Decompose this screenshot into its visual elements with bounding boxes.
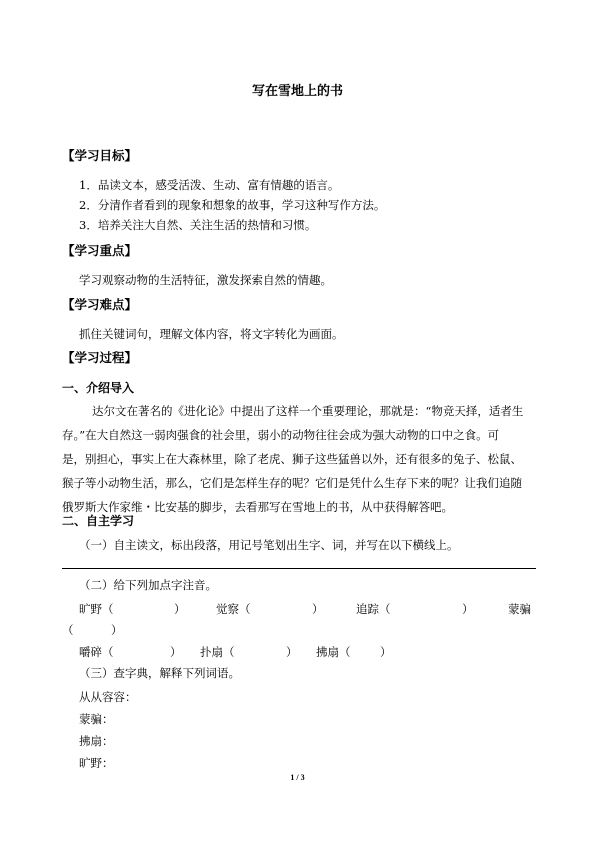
word-to-define: 旷野：: [79, 756, 114, 770]
pinyin-blank-close: ）: [380, 645, 392, 659]
question-3: （三）查字典，解释下列词语。: [79, 666, 240, 680]
intro-paragraph-line: 达尔文在著名的《进化论》中提出了这样一个重要理论，那就是：“物竞天择，适者生: [92, 404, 524, 418]
question-1: （一）自主读文，标出段落，用记号笔划出生字、词，并写在以下横线上。: [79, 538, 459, 552]
pinyin-blank-open: （: [62, 623, 74, 637]
goal-item: 3．培养关注大自然、关注生活的热情和习惯。: [79, 218, 317, 232]
section-heading-focus: 【学习重点】: [62, 243, 138, 258]
section-heading-difficulty: 【学习难点】: [62, 297, 138, 312]
part1-heading: 一、介绍导入: [62, 381, 135, 395]
goal-item: 1．品读文本，感受活泼、生动、富有情趣的语言。: [79, 178, 340, 192]
pinyin-word-kuangye: 旷野（: [79, 602, 114, 616]
intro-paragraph-line: 俄罗斯大作家维・比安基的脚步，去看那写在雪地上的书，从中获得解答吧。: [62, 500, 453, 514]
pinyin-word-zhuizong: 追踪（: [356, 602, 391, 616]
pinyin-word-jiaosui: 嚼碎（: [79, 645, 114, 659]
page-number: 1 / 3: [290, 773, 305, 782]
part2-heading: 二、自主学习: [62, 514, 135, 528]
section-heading-goals: 【学习目标】: [62, 148, 138, 163]
answer-line[interactable]: [62, 568, 536, 569]
section-heading-process: 【学习过程】: [62, 350, 138, 365]
focus-text: 学习观察动物的生活特征，激发探索自然的情趣。: [79, 273, 332, 287]
pinyin-blank-close: ）: [312, 602, 324, 616]
page-title: 写在雪地上的书: [251, 84, 343, 99]
pinyin-blank-close: ）: [174, 602, 186, 616]
pinyin-word-fushan: 拂扇（: [316, 645, 351, 659]
word-to-define: 拂扇：: [79, 734, 114, 748]
goal-item: 2．分清作者看到的现象和想象的故事，学习这种写作方法。: [79, 198, 386, 212]
pinyin-blank-close: ）: [286, 645, 298, 659]
word-to-define: 从从容容：: [79, 690, 137, 704]
pinyin-word-juecha: 觉察（: [216, 602, 251, 616]
intro-paragraph-line: 猴子等小动物生活，那么，它们是怎样生存的呢？它们是凭什么生存下来的呢？让我们追随: [62, 476, 522, 490]
question-2: （二）给下列加点字注音。: [79, 578, 217, 592]
pinyin-word-mengpian: 蒙骗: [508, 602, 531, 616]
word-to-define: 蒙骗：: [79, 712, 114, 726]
intro-paragraph-line: 是，别担心，事实上在大森林里，除了老虎、狮子这些猛兽以外，还有很多的兔子、松鼠、: [62, 452, 522, 466]
pinyin-blank-close: ）: [111, 623, 123, 637]
pinyin-word-pushan: 扑扇（: [200, 645, 235, 659]
pinyin-blank-close: ）: [462, 602, 474, 616]
pinyin-blank-close: ）: [170, 645, 182, 659]
intro-paragraph-line: 存。”在大自然这一弱肉强食的社会里，弱小的动物往往会成为强大动物的口中之食。可: [62, 428, 500, 442]
difficulty-text: 抓住关键词句，理解文体内容，将文字转化为画面。: [79, 327, 344, 341]
